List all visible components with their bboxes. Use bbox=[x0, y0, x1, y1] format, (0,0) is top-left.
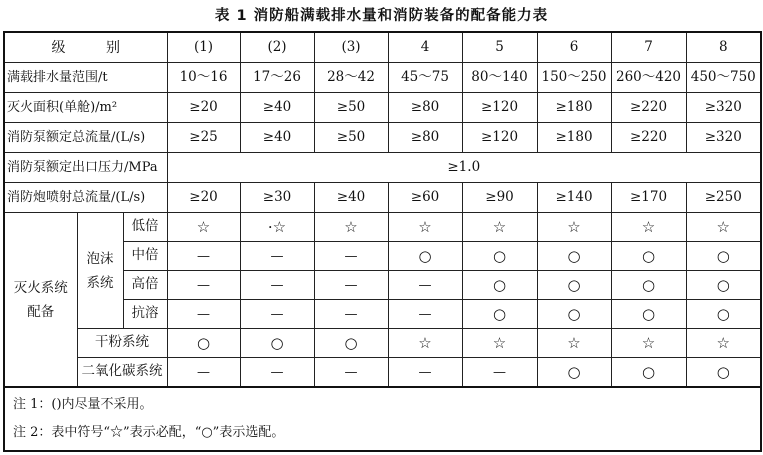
mark-cell: — bbox=[388, 271, 462, 300]
value-cell: ≥220 bbox=[611, 93, 686, 123]
value-cell: ≥20 bbox=[167, 93, 240, 123]
level-header-cell: (1) bbox=[167, 32, 240, 63]
mark-cell: ○ bbox=[686, 358, 761, 388]
level-header-cell: (3) bbox=[314, 32, 388, 63]
mark-cell: ☆ bbox=[686, 213, 761, 242]
foam-type-label: 抗溶 bbox=[123, 300, 167, 329]
value-cell: ≥50 bbox=[314, 123, 388, 153]
mark-cell: — bbox=[167, 300, 240, 329]
mark-cell: ○ bbox=[462, 271, 537, 300]
value-cell: ≥180 bbox=[537, 93, 611, 123]
mark-cell: ○ bbox=[314, 329, 388, 358]
foam-type-label: 高倍 bbox=[123, 271, 167, 300]
spec-row bbox=[4, 93, 761, 123]
value-cell: ≥320 bbox=[686, 123, 761, 153]
spec-row bbox=[4, 123, 761, 153]
mark-cell: ○ bbox=[388, 242, 462, 271]
mark-cell: — bbox=[314, 300, 388, 329]
value-cell: ≥120 bbox=[462, 123, 537, 153]
foam-label-line2: 系统 bbox=[86, 274, 114, 291]
mark-cell: ☆ bbox=[167, 213, 240, 242]
spec-row bbox=[4, 153, 761, 183]
co2-row bbox=[4, 358, 761, 388]
mark-cell: — bbox=[167, 271, 240, 300]
value-cell: ≥140 bbox=[537, 183, 611, 213]
mark-cell: ☆ bbox=[462, 329, 537, 358]
value-cell: ≥120 bbox=[462, 93, 537, 123]
foam-label-line1: 泡沫 bbox=[86, 250, 114, 267]
system-group-label bbox=[4, 213, 77, 388]
mark-cell: — bbox=[240, 271, 314, 300]
mark-cell: ○ bbox=[240, 329, 314, 358]
value-cell: ≥60 bbox=[388, 183, 462, 213]
value-cell: ≥20 bbox=[167, 183, 240, 213]
level-header-cell: 4 bbox=[388, 32, 462, 63]
note-line: 注 1：()内尽量不采用。 bbox=[13, 397, 153, 412]
value-cell: ≥40 bbox=[240, 93, 314, 123]
row-label: 满载排水量范围/t bbox=[4, 63, 167, 93]
value-cell: ≥80 bbox=[388, 93, 462, 123]
mark-cell: — bbox=[240, 242, 314, 271]
value-cell: 150～250 bbox=[537, 63, 611, 93]
mark-cell: ·☆ bbox=[240, 213, 314, 242]
level-header-cell: 8 bbox=[686, 32, 761, 63]
value-cell: 17～26 bbox=[240, 63, 314, 93]
dry-powder-label: 干粉系统 bbox=[77, 329, 167, 358]
mark-cell: ○ bbox=[686, 271, 761, 300]
level-header-cell: 5 bbox=[462, 32, 537, 63]
mark-cell: ○ bbox=[537, 271, 611, 300]
merged-value-cell: ≥1.0 bbox=[167, 153, 761, 183]
mark-cell: — bbox=[240, 358, 314, 388]
mark-cell: — bbox=[167, 358, 240, 388]
header-row bbox=[4, 32, 761, 63]
notes-cell bbox=[4, 387, 761, 451]
level-header-label: 级 别 bbox=[4, 32, 167, 63]
mark-cell: — bbox=[314, 271, 388, 300]
mark-cell: — bbox=[240, 300, 314, 329]
value-cell: ≥320 bbox=[686, 93, 761, 123]
system-group-line1: 灭火系统 bbox=[13, 279, 68, 296]
mark-cell: ○ bbox=[537, 300, 611, 329]
row-label: 灭火面积(单舱)/m² bbox=[4, 93, 167, 123]
mark-cell: ☆ bbox=[611, 329, 686, 358]
value-cell: 260～420 bbox=[611, 63, 686, 93]
spec-row bbox=[4, 63, 761, 93]
mark-cell: — bbox=[314, 242, 388, 271]
value-cell: 45～75 bbox=[388, 63, 462, 93]
mark-cell: ☆ bbox=[462, 213, 537, 242]
row-label: 消防泵额定总流量/(L/s) bbox=[4, 123, 167, 153]
foam-type-label: 低倍 bbox=[123, 213, 167, 242]
value-cell: 28～42 bbox=[314, 63, 388, 93]
mark-cell: ☆ bbox=[388, 329, 462, 358]
value-cell: ≥180 bbox=[537, 123, 611, 153]
mark-cell: ○ bbox=[611, 242, 686, 271]
mark-cell: — bbox=[462, 358, 537, 388]
mark-cell: ☆ bbox=[388, 213, 462, 242]
value-cell: ≥90 bbox=[462, 183, 537, 213]
mark-cell: ○ bbox=[537, 358, 611, 388]
mark-cell: ○ bbox=[462, 300, 537, 329]
mark-cell: — bbox=[388, 358, 462, 388]
foam-row bbox=[4, 213, 761, 242]
row-label: 消防泵额定出口压力/MPa bbox=[4, 153, 167, 183]
mark-cell: ○ bbox=[686, 300, 761, 329]
row-label: 消防炮喷射总流量/(L/s) bbox=[4, 183, 167, 213]
co2-label: 二氧化碳系统 bbox=[77, 358, 167, 388]
mark-cell: ○ bbox=[167, 329, 240, 358]
dry-powder-row bbox=[4, 329, 761, 358]
level-header-cell: 6 bbox=[537, 32, 611, 63]
notes-row bbox=[4, 387, 761, 451]
mark-cell: ○ bbox=[462, 242, 537, 271]
mark-cell: ○ bbox=[686, 242, 761, 271]
mark-cell: ☆ bbox=[314, 213, 388, 242]
mark-cell: ☆ bbox=[611, 213, 686, 242]
foam-group-label bbox=[77, 213, 123, 329]
value-cell: 450～750 bbox=[686, 63, 761, 93]
mark-cell: — bbox=[388, 300, 462, 329]
spec-row bbox=[4, 183, 761, 213]
mark-cell: ○ bbox=[611, 358, 686, 388]
mark-cell: ☆ bbox=[686, 329, 761, 358]
value-cell: ≥25 bbox=[167, 123, 240, 153]
note-line: 注 2：表中符号“☆”表示必配，“○”表示选配。 bbox=[13, 425, 285, 440]
value-cell: ≥40 bbox=[314, 183, 388, 213]
value-cell: ≥50 bbox=[314, 93, 388, 123]
mark-cell: ○ bbox=[611, 271, 686, 300]
mark-cell: — bbox=[314, 358, 388, 388]
value-cell: ≥220 bbox=[611, 123, 686, 153]
value-cell: ≥40 bbox=[240, 123, 314, 153]
value-cell: ≥80 bbox=[388, 123, 462, 153]
mark-cell: ○ bbox=[537, 242, 611, 271]
value-cell: 10～16 bbox=[167, 63, 240, 93]
level-header-cell: 7 bbox=[611, 32, 686, 63]
foam-type-label: 中倍 bbox=[123, 242, 167, 271]
value-cell: ≥30 bbox=[240, 183, 314, 213]
mark-cell: ☆ bbox=[537, 329, 611, 358]
value-cell: ≥170 bbox=[611, 183, 686, 213]
system-group-line2: 配备 bbox=[27, 303, 55, 320]
equipment-capacity-table bbox=[3, 31, 762, 452]
table-title: 表 1 消防船满载排水量和消防装备的配备能力表 bbox=[214, 8, 549, 24]
value-cell: 80～140 bbox=[462, 63, 537, 93]
mark-cell: — bbox=[167, 242, 240, 271]
mark-cell: ○ bbox=[611, 300, 686, 329]
mark-cell: ☆ bbox=[537, 213, 611, 242]
value-cell: ≥250 bbox=[686, 183, 761, 213]
level-header-cell: (2) bbox=[240, 32, 314, 63]
